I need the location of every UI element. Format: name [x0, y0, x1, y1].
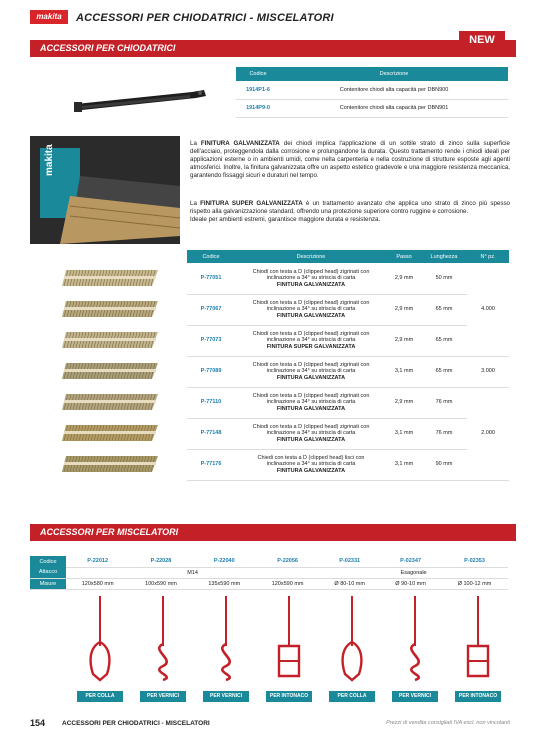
- nailer-tool-image: [30, 136, 180, 244]
- product-code: P-22040: [193, 556, 256, 567]
- nail-strip-image: [62, 328, 164, 352]
- product-code: P-77067: [187, 294, 235, 325]
- page-number: 154: [30, 718, 46, 728]
- table-row: [30, 567, 508, 578]
- size-value: 120x590 mm: [256, 578, 319, 589]
- use-label: PER COLLA: [77, 691, 123, 702]
- product-code: P-22056: [256, 556, 319, 567]
- table-row: [187, 294, 509, 325]
- table-row: [187, 263, 509, 294]
- mixer-paddle-image: [337, 596, 367, 682]
- page-title: ACCESSORI PER CHIODATRICI - MISCELATORI: [76, 12, 334, 24]
- attacco-value: Esagonale: [319, 567, 508, 578]
- mixer-paddle-image: [148, 596, 178, 682]
- mixers-table: [30, 556, 508, 590]
- size-value: Ø 90-10 mm: [380, 578, 441, 589]
- use-label: PER COLLA: [329, 691, 375, 702]
- table-row: [187, 418, 509, 449]
- table-row: [187, 449, 509, 480]
- product-description: Chiodi con testa a D (clipped head) zigrinati con inclinazione a 34° su striscia di carta FINITURA GALVANIZZATA: [235, 294, 387, 325]
- product-description: Chiodi con testa a D (clipped head) zigrinati con inclinazione a 34° su striscia di carta FINITURA GALVANIZZATA: [235, 263, 387, 294]
- product-code: P-77148: [187, 418, 235, 449]
- desc-text: è un trattamento avanzato che applica uno strato di zinco più spesso rispetto alla galvanizzazione standard, offrendo una protezione superiore contro ruggine e corrosione.: [190, 200, 510, 215]
- col-codice: Codice: [187, 250, 235, 263]
- length-value: 65 mm: [421, 356, 467, 387]
- length-value: 76 mm: [421, 418, 467, 449]
- passo-value: 2,9 mm: [387, 294, 421, 325]
- size-value: 135x590 mm: [193, 578, 256, 589]
- section-title-nailers: ACCESSORI PER CHIODATRICI: [30, 40, 516, 57]
- svg-text:makita: makita: [44, 144, 55, 176]
- product-description: Chiodi con testa a D (clipped head) zigrinati con inclinazione a 34° su striscia di carta FINITURA SUPER GALVANIZZATA: [235, 325, 387, 356]
- size-value: 120x580 mm: [66, 578, 129, 589]
- product-description: Chiodi con testa a D (clipped head) zigrinati con inclinazione a 34° su striscia di carta FINITURA GALVANIZZATA: [235, 418, 387, 449]
- passo-value: 2,9 mm: [387, 263, 421, 294]
- passo-value: 3,1 mm: [387, 418, 421, 449]
- mixer-paddle-image: [400, 596, 430, 682]
- row-header-attacco: Attacco: [30, 567, 66, 578]
- page-header: [0, 0, 534, 30]
- nail-strip-image: [62, 390, 164, 414]
- use-label: PER VERNICI: [203, 691, 249, 702]
- qty-value: 2.000: [467, 387, 509, 480]
- table-row: [187, 325, 509, 356]
- nail-strip-image: [62, 359, 164, 383]
- mixer-paddle-image: [274, 596, 304, 682]
- passo-value: 2,9 mm: [387, 387, 421, 418]
- col-npz: N° pz.: [467, 250, 509, 263]
- passo-value: 2,9 mm: [387, 325, 421, 356]
- attacco-value: M14: [66, 567, 319, 578]
- passo-value: 3,1 mm: [387, 356, 421, 387]
- galvanized-description: [190, 140, 510, 180]
- length-value: 76 mm: [421, 387, 467, 418]
- desc-lead: La: [190, 140, 197, 147]
- desc-text2: Inoltre, la finitura galvanizzata offre un aspetto estetico gradevole e una maggiore resistenza meccanica, garantendo fissaggi sicuri e duraturi nel tempo.: [190, 164, 510, 179]
- product-code: 1914P1-6: [236, 81, 280, 99]
- product-description: Chiedi con testa a D (clipped head) lisci con inclinazione a 34° su striscia di carta FINITURA GALVANIZZATA: [235, 449, 387, 480]
- nail-strip-image: [62, 421, 164, 445]
- col-codice: Codice: [236, 67, 280, 81]
- use-label: PER VERNICI: [392, 691, 438, 702]
- size-value: Ø 80-10 mm: [319, 578, 380, 589]
- table-row: [30, 556, 508, 567]
- use-label: PER VERNICI: [140, 691, 186, 702]
- nail-strip-image: [62, 452, 164, 476]
- product-description: Contenitore chiodi alta capacità per DBN900: [280, 81, 508, 99]
- length-value: 65 mm: [421, 294, 467, 325]
- product-code: P-77176: [187, 449, 235, 480]
- footer-note: Prezzi di vendita consigliati IVA escl. non vincolanti: [386, 720, 510, 726]
- mixer-paddle-image: [211, 596, 241, 682]
- col-descrizione: Descrizione: [235, 250, 387, 263]
- use-label: PER INTONACO: [266, 691, 312, 702]
- table-row: [30, 578, 508, 589]
- product-code: P-77073: [187, 325, 235, 356]
- size-value: 100x590 mm: [129, 578, 192, 589]
- footer-title: ACCESSORI PER CHIODATRICI - MISCELATORI: [62, 720, 210, 727]
- table-row: [236, 99, 508, 117]
- super-galvanized-description: [190, 200, 510, 224]
- nail-strip-image: [62, 266, 164, 290]
- length-value: 90 mm: [421, 449, 467, 480]
- passo-value: 3,1 mm: [387, 449, 421, 480]
- qty-value: 4.000: [467, 263, 509, 356]
- section-title-mixers: ACCESSORI PER MISCELATORI: [30, 524, 516, 541]
- desc-text2: Ideale per ambienti estremi, garantisce maggiore durata e resistenza.: [190, 216, 381, 223]
- product-code: P-77089: [187, 356, 235, 387]
- product-code: P-77051: [187, 263, 235, 294]
- product-code: P-02331: [319, 556, 380, 567]
- use-label: PER INTONACO: [455, 691, 501, 702]
- product-description: Chiodi con testa a D (clipped head) zigrinati con inclinazione a 34° su striscia di carta FINITURA GALVANIZZATA: [235, 356, 387, 387]
- product-code: P-77110: [187, 387, 235, 418]
- product-code: P-22028: [129, 556, 192, 567]
- size-value: Ø 100-12 mm: [441, 578, 508, 589]
- col-passo: Passo: [387, 250, 421, 263]
- desc-lead: La: [190, 200, 197, 207]
- new-badge: NEW: [459, 31, 505, 49]
- magazine-table: [236, 67, 508, 118]
- mixer-paddle-image: [85, 596, 115, 682]
- product-code: P-02347: [380, 556, 441, 567]
- desc-bold: FINITURA SUPER GALVANIZZATA: [200, 200, 303, 207]
- table-row: [236, 81, 508, 99]
- desc-text: dei chiodi implica l'applicazione di un sottile strato di zinco sulla superficie dell'acciaio, proteggendola dalla corrosione e prolungandone la durata. Questo trattamento rende i chiodi ideali per applicazioni esterne o in ambienti umidi, come nella carpenteria e nella costruzione di strutture esposte agli agenti atmosferici.: [190, 140, 510, 171]
- qty-value: 3.000: [467, 356, 509, 387]
- product-code: P-02353: [441, 556, 508, 567]
- nail-magazine-image: [72, 84, 212, 114]
- nail-strip-image: [62, 297, 164, 321]
- table-row: [187, 356, 509, 387]
- mixer-paddle-image: [463, 596, 493, 682]
- col-lunghezza: Lunghezza: [421, 250, 467, 263]
- desc-bold: FINITURA GALVANIZZATA: [200, 140, 280, 147]
- nails-table: [187, 250, 509, 481]
- table-row: [187, 387, 509, 418]
- length-value: 65 mm: [421, 325, 467, 356]
- length-value: 50 mm: [421, 263, 467, 294]
- col-descrizione: Descrizione: [280, 67, 508, 81]
- row-header-codice: Codice: [30, 556, 66, 567]
- makita-logo: makita: [30, 10, 68, 24]
- product-description: Contenitore chiodi alta capacità per DBN901: [280, 99, 508, 117]
- product-code: 1914P9-0: [236, 99, 280, 117]
- row-header-misure: Misure: [30, 578, 66, 589]
- product-code: P-22012: [66, 556, 129, 567]
- product-description: Chiodi con testa a D (clipped head) zigrinati con inclinazione a 34° su striscia di carta FINITURA GALVANIZZATA: [235, 387, 387, 418]
